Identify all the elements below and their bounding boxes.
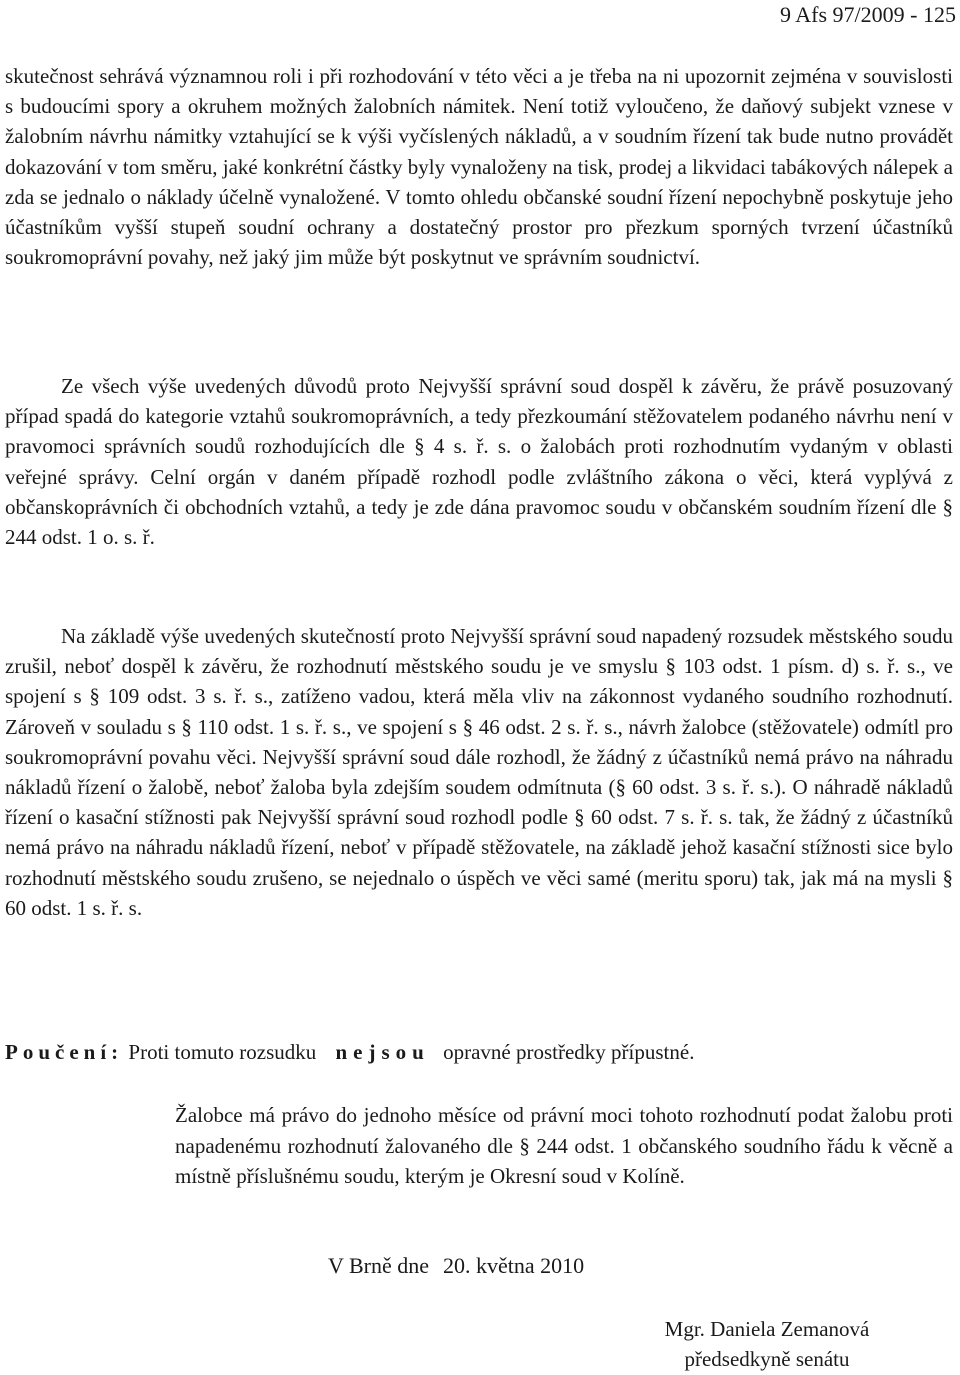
date: 20. května 2010 [443, 1253, 585, 1278]
appeal-notice: Žalobce má právo do jednoho měsíce od právní moci tohoto rozhodnutí podat žalobu proti napadenému rozhodnutí žalovaného dle § 244 odst. 1 občanského soudního řádu k věcně a místně příslušnému soudu, kterým je Okresní soud v Kolíně. [175, 1103, 953, 1188]
instruction-text-before: Proti tomuto rozsudku [128, 1040, 317, 1064]
signatory-role: předsedkyně senátu [684, 1347, 850, 1371]
signatory-name: Mgr. Daniela Zemanová [664, 1317, 870, 1341]
place: V Brně dne [328, 1253, 430, 1278]
paragraph-private-law-reasoning: skutečnost sehrává významnou roli i při rozhodování v této věci a je třeba na ni upozornit zejména v souvislosti s budoucími spory a okruhem možných žalobních námitek. Není totiž vyloučeno, že daňový subjekt vznese v žalobním návrhu námitky vztahující se k výši vyčíslených nákladů, a v soudním řízení tak bude nutno provádět dokazování v tom směru, jaké konkrétní částky byly vynaloženy na tisk, prodej a likvidaci tabákových nálepek a zda se jednalo o náklady účelně vynaložené. V tomto ohledu občanské soudní řízení nepochybně poskytuje jeho účastníkům vyšší stupeň soudní ochrany a dostatečný prostor pro přezkum sporných tvrzení účastníků soukromoprávní povahy, než jaký jim může být poskytnut ve správním soudnictví. [5, 64, 953, 270]
signature-block [640, 1314, 894, 1374]
paragraph-ruling-and-costs: Na základě výše uvedených skutečností proto Nejvyšší správní soud napadený rozsudek městského soudu zrušil, neboť dospěl k závěru, že rozhodnutí městského soudu je ve smyslu § 103 odst. 1 písm. d) s. ř. s., ve spojení s § 109 odst. 3 s. ř. s., zatíženo vadou, která měla vliv na zákonnost vydaného soudního rozhodnutí. Zároveň v souladu s § 110 odst. 1 s. ř. s., ve spojení s § 46 odst. 2 s. ř. s., návrh žalobce (stěžovatele) odmítl pro soukromoprávní povahu věci. Nejvyšší správní soud dále rozhodl, že žádný z účastníků nemá právo na náhradu nákladů řízení o žalobě, neboť žaloba byla zdejším soudem odmítnuta (§ 60 odst. 3 s. ř. s.). O náhradě nákladů řízení o kasační stížnosti pak Nejvyšší správní soud rozhodl podle § 60 odst. 7 s. ř. s. tak, že žádný z účastníků nemá právo na náhradu nákladů řízení, neboť v případě stěžovatele, na základě jehož kasační stížnosti sice bylo rozhodnutí městského soudu zrušeno, se nejednalo o úspěch ve věci samé (meritu sporu) tak, jak má na mysli § 60 odst. 1 s. ř. s. [5, 624, 953, 920]
place-and-date [328, 1251, 584, 1281]
instruction-negation: nejsou [335, 1040, 430, 1064]
instruction-text-after: opravné prostředky přípustné. [443, 1040, 695, 1064]
case-number: 9 Afs 97/2009 - 125 [780, 2, 956, 27]
instruction-label: Poučení: [5, 1040, 124, 1064]
legal-instruction [5, 1037, 694, 1067]
paragraph-jurisdiction-conclusion: Ze všech výše uvedených důvodů proto Nejvyšší správní soud dospěl k závěru, že právě posuzovaný případ spadá do kategorie vztahů soukromoprávních, a tedy přezkoumání stěžovatelem podaného návrhu není v pravomoci správních soudů rozhodujících dle § 4 s. ř. s. o žalobách proti rozhodnutím vydaným v oblasti veřejné správy. Celní orgán v daném případě rozhodl podle zvláštního zákona o věci, která vyplývá z občanskoprávních či obchodních vztahů, a tedy je zde dána pravomoc soudu v občanském soudním řízení dle § 244 odst. 1 o. s. ř. [5, 374, 953, 550]
